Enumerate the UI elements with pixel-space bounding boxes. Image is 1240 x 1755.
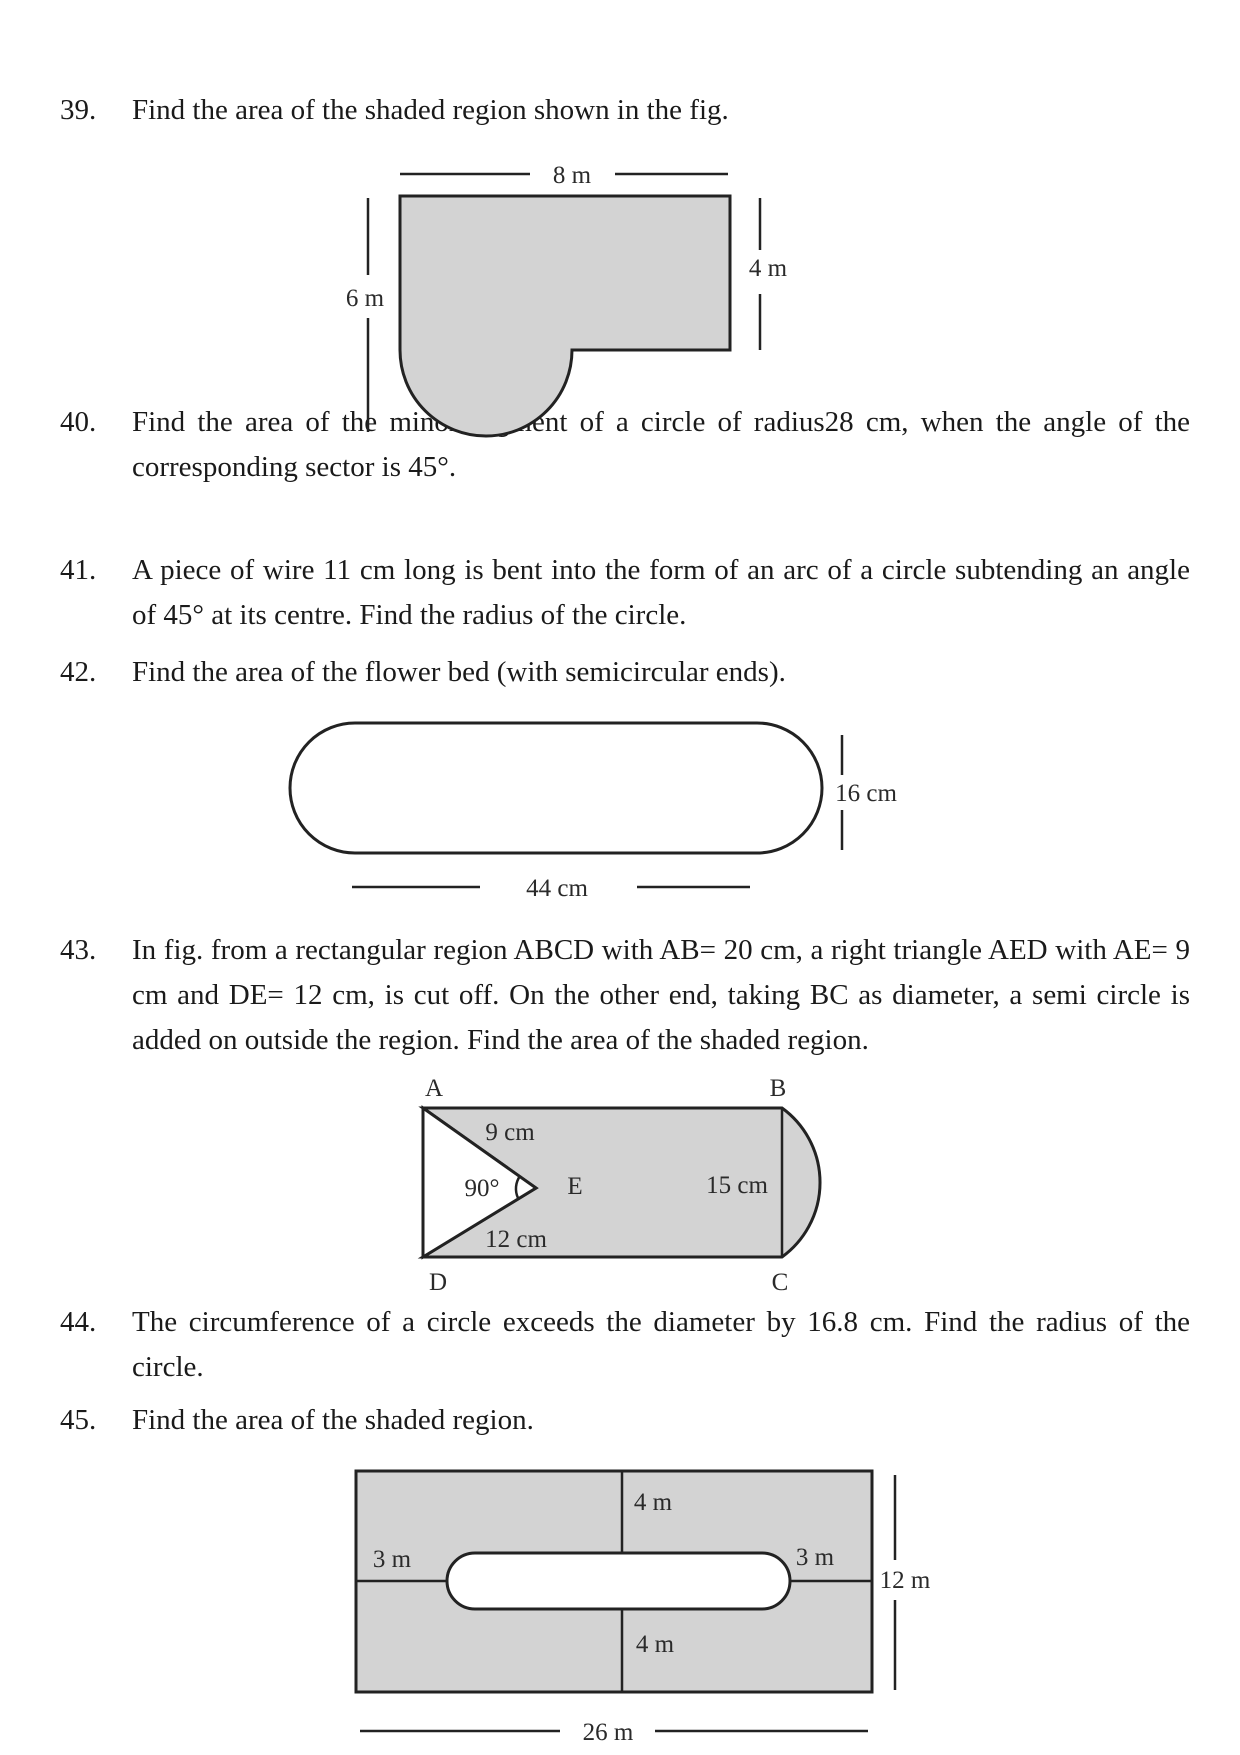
question-number: 41. bbox=[60, 554, 97, 586]
question-number: 40. bbox=[60, 406, 97, 438]
fig43-label-b: B bbox=[769, 1075, 787, 1102]
fig45-inner-slot bbox=[447, 1553, 790, 1609]
question-number: 44. bbox=[60, 1306, 97, 1338]
question-text: In fig. from a rectangular region ABCD with AB= 20 cm, a right triangle AED with AE= 9 cm and DE= 12 cm, is cut off. On the other end, taking BC as diameter, a semi circle is added on outside the region. Find the area of the shaded region. bbox=[132, 934, 1190, 1056]
question-number: 45. bbox=[60, 1404, 97, 1436]
fig45-label-left: 3 m bbox=[372, 1546, 412, 1573]
figure-42 bbox=[290, 723, 897, 902]
fig45-label-right: 3 m bbox=[795, 1544, 835, 1571]
question-text: Find the area of the shaded region. bbox=[132, 1404, 534, 1436]
fig39-label-right: 4 m bbox=[748, 255, 788, 282]
fig43-label-d: D bbox=[428, 1269, 448, 1296]
question-text: Find the area of the minor segment of a circle of radius28 cm, when the angle of the corresponding sector is 45°. bbox=[132, 406, 1190, 483]
question-text: Find the area of the shaded region shown in the fig. bbox=[132, 94, 729, 126]
fig39-shaded-shape bbox=[400, 196, 730, 436]
question-number: 42. bbox=[60, 656, 97, 688]
fig45-label-width: 26 m bbox=[582, 1719, 634, 1746]
fig39-label-top: 8 m bbox=[552, 162, 592, 189]
figure-45 bbox=[356, 1471, 931, 1746]
question-text: Find the area of the flower bed (with semicircular ends). bbox=[132, 656, 786, 688]
fig43-label-e: E bbox=[567, 1173, 583, 1200]
fig43-label-a: A bbox=[424, 1075, 444, 1102]
figure-39 bbox=[346, 162, 788, 436]
fig42-flower-bed bbox=[290, 723, 822, 853]
fig42-label-length: 44 cm bbox=[526, 875, 588, 902]
figure-43 bbox=[423, 1075, 820, 1296]
fig43-label-c: C bbox=[771, 1269, 789, 1296]
fig43-label-angle: 90° bbox=[464, 1175, 500, 1202]
question-number: 43. bbox=[60, 934, 97, 966]
fig43-label-bc: 15 cm bbox=[706, 1172, 768, 1199]
fig45-label-bottom: 4 m bbox=[635, 1631, 675, 1658]
fig45-label-height: 12 m bbox=[879, 1567, 931, 1594]
question-text: A piece of wire 11 cm long is bent into the form of an arc of a circle subtending an angle of 45° at its centre. Find the radius of the circle. bbox=[132, 554, 1190, 631]
fig39-label-left: 6 m bbox=[345, 285, 385, 312]
question-number: 39. bbox=[60, 94, 97, 126]
fig45-label-top: 4 m bbox=[633, 1489, 673, 1516]
fig43-label-ae: 9 cm bbox=[485, 1119, 535, 1146]
fig42-label-height: 16 cm bbox=[835, 780, 897, 807]
question-text: The circumference of a circle exceeds the diameter by 16.8 cm. Find the radius of the circle. bbox=[132, 1306, 1190, 1383]
fig43-label-de: 12 cm bbox=[485, 1226, 547, 1253]
